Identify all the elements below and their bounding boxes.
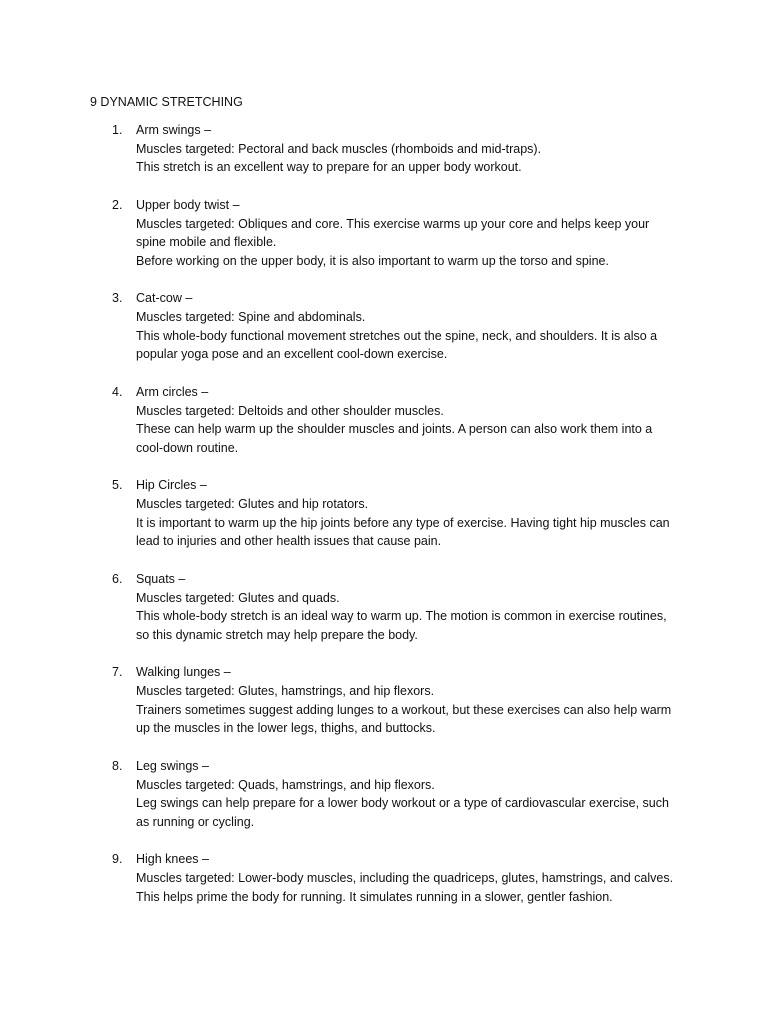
item-body xyxy=(136,121,680,177)
exercise-description: These can help warm up the shoulder muscles and joints. A person can also work them into a cool-down routine. xyxy=(136,422,653,455)
list-item xyxy=(0,383,768,458)
item-body xyxy=(136,663,680,738)
exercise-name: Hip Circles – xyxy=(136,478,207,493)
muscles-targeted: Muscles targeted: Spine and abdominals. xyxy=(136,310,366,324)
exercise-description: Before working on the upper body, it is also important to warm up the torso and spine. xyxy=(136,253,609,268)
item-body xyxy=(136,757,680,832)
exercise-name: Arm circles – xyxy=(136,384,209,399)
list-item xyxy=(0,289,768,364)
exercise-description: This whole-body stretch is an ideal way to warm up. The motion is common in exercise routines, so this dynamic stretch may help prepare the body. xyxy=(136,609,667,642)
exercise-name: Leg swings – xyxy=(136,758,209,773)
muscles-targeted: Muscles targeted: Glutes and hip rotators. xyxy=(136,497,369,511)
muscles-targeted: Muscles targeted: Quads, hamstrings, and hip flexors. xyxy=(136,777,435,792)
item-number: 4. xyxy=(112,384,123,399)
item-body xyxy=(136,196,680,271)
list-item xyxy=(0,121,768,177)
item-body xyxy=(136,383,680,458)
item-number: 1. xyxy=(112,123,123,137)
item-body xyxy=(136,570,680,645)
exercise-description: This whole-body functional movement stretches out the spine, neck, and shoulders. It is also a popular yoga pose and an excellent cool-down exercise. xyxy=(136,328,658,362)
stretch-list xyxy=(0,121,768,925)
exercise-name: Cat-cow – xyxy=(136,291,193,306)
muscles-targeted: Muscles targeted: Obliques and core. This exercise warms up your core and helps keep your spine mobile and flexible. xyxy=(136,216,650,250)
exercise-description: This helps prime the body for running. It simulates running in a slower, gentler fashion. xyxy=(136,889,613,904)
exercise-name: Squats – xyxy=(136,571,186,586)
item-number: 5. xyxy=(112,478,123,493)
exercise-description: Leg swings can help prepare for a lower body workout or a type of cardiovascular exercise, such as running or cycling. xyxy=(136,796,669,829)
muscles-targeted: Muscles targeted: Deltoids and other shoulder muscles. xyxy=(136,403,444,418)
exercise-name: High knees – xyxy=(136,852,209,867)
muscles-targeted: Muscles targeted: Lower-body muscles, including the quadriceps, glutes, hamstrings, and calves. xyxy=(136,871,674,885)
list-item xyxy=(0,757,768,832)
item-number: 2. xyxy=(112,197,123,212)
muscles-targeted: Muscles targeted: Pectoral and back muscles (rhomboids and mid-traps). xyxy=(136,141,542,156)
item-number: 8. xyxy=(112,758,123,773)
list-item xyxy=(0,570,768,645)
item-number: 6. xyxy=(112,571,123,586)
exercise-name: Arm swings – xyxy=(136,123,212,137)
exercise-description: This stretch is an excellent way to prepare for an upper body workout. xyxy=(136,160,522,175)
item-body xyxy=(136,289,680,364)
muscles-targeted: Muscles targeted: Glutes and quads. xyxy=(136,590,340,605)
list-item xyxy=(0,476,768,551)
list-item xyxy=(0,196,768,271)
item-number: 7. xyxy=(112,665,123,680)
item-number: 9. xyxy=(112,852,123,867)
exercise-description: It is important to warm up the hip joints before any type of exercise. Having tight hip muscles can lead to injuries and other health issues that cause pain. xyxy=(136,515,670,549)
item-body xyxy=(136,850,680,906)
list-item xyxy=(0,663,768,738)
exercise-name: Walking lunges – xyxy=(136,665,231,680)
muscles-targeted: Muscles targeted: Glutes, hamstrings, and hip flexors. xyxy=(136,684,435,698)
item-body xyxy=(136,476,680,551)
list-item xyxy=(0,850,768,906)
exercise-name: Upper body twist – xyxy=(136,197,240,212)
exercise-description: Trainers sometimes suggest adding lunges to a workout, but these exercises can also help warm up the muscles in the lower legs, thighs, and buttocks. xyxy=(136,702,672,736)
document-title: 9 DYNAMIC STRETCHING xyxy=(90,95,243,109)
item-number: 3. xyxy=(112,291,123,306)
